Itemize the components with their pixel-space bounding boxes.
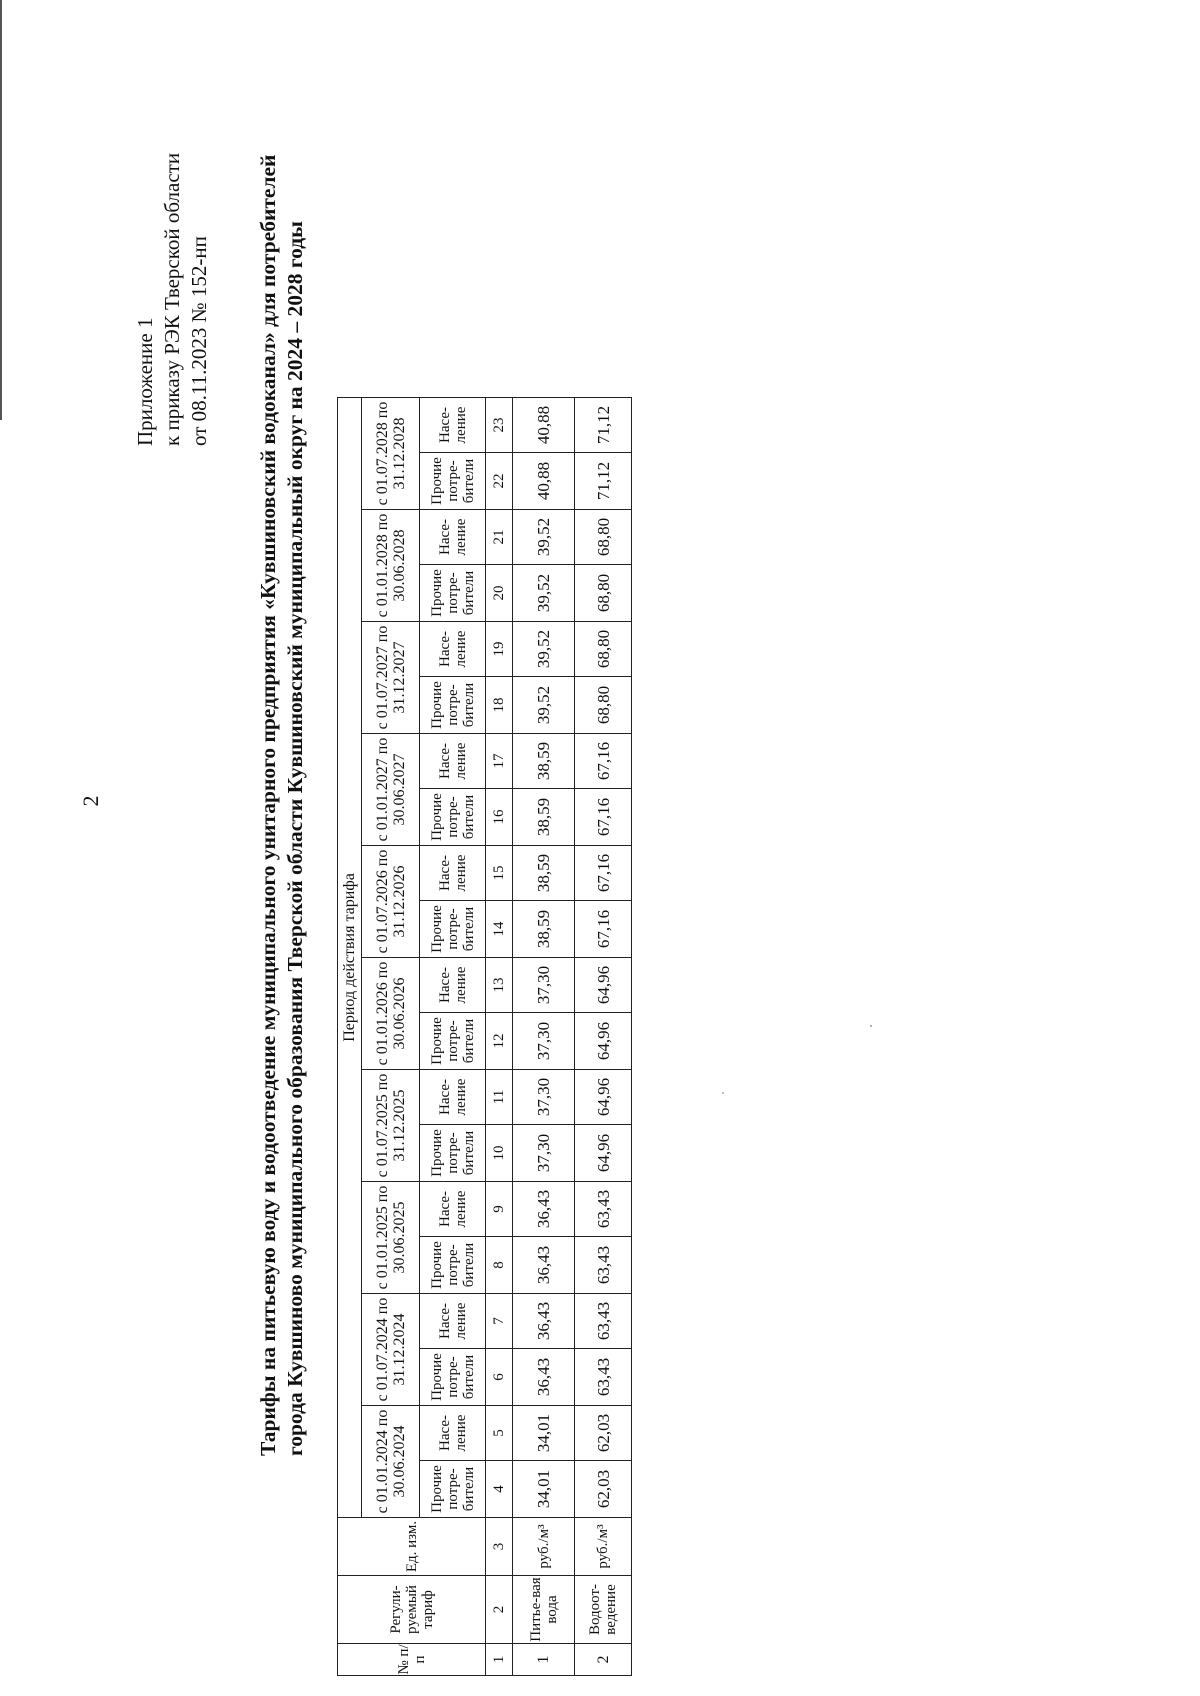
header-number-col: № п/п (338, 1644, 486, 1676)
title-line: города Кувшиново муниципального образования Тверской области Кувшиновский муниципальный округ на 2024 – 2028 годы (283, 221, 307, 1456)
tariff-value-cell: 38,59 (513, 846, 575, 901)
table-row (513, 398, 575, 1676)
header-other-consumers: Прочие потре-бители (420, 789, 486, 846)
tariff-value-cell: 39,52 (513, 565, 575, 622)
header-population: Насе-ление (420, 510, 486, 565)
row-unit: руб./м³ (575, 1518, 632, 1576)
column-number-cell: 16 (486, 789, 513, 846)
tariff-value-cell: 67,16 (575, 901, 632, 958)
tariff-value-cell: 64,96 (575, 1070, 632, 1125)
tariff-value-cell: 62,03 (575, 1406, 632, 1461)
column-number-cell: 19 (486, 622, 513, 677)
tariff-value-cell: 62,03 (575, 1461, 632, 1518)
tariff-value-cell: 63,43 (575, 1349, 632, 1406)
column-number-cell: 4 (486, 1461, 513, 1518)
column-number-cell: 21 (486, 510, 513, 565)
column-number-cell: 9 (486, 1182, 513, 1237)
header-population: Насе-ление (420, 1182, 486, 1237)
column-number-cell: 1 (486, 1644, 513, 1676)
column-number-cell: 22 (486, 453, 513, 510)
tariff-value-cell: 36,43 (513, 1182, 575, 1237)
tariff-table (337, 397, 632, 1676)
column-number-cell: 6 (486, 1349, 513, 1406)
header-other-consumers: Прочие потре-бители (420, 1125, 486, 1182)
header-other-consumers: Прочие потре-бители (420, 1237, 486, 1294)
tariff-value-cell: 64,96 (575, 958, 632, 1013)
tariff-value-cell: 63,43 (575, 1182, 632, 1237)
header-population: Насе-ление (420, 846, 486, 901)
column-number-cell: 18 (486, 677, 513, 734)
tariff-value-cell: 38,59 (513, 789, 575, 846)
document-title (255, 154, 309, 1456)
column-number-cell: 15 (486, 846, 513, 901)
header-period-cell: с 01.07.2025 по 31.12.2025 (362, 1070, 420, 1182)
tariff-value-cell: 34,01 (513, 1406, 575, 1461)
tariff-value-cell: 39,52 (513, 622, 575, 677)
tariff-value-cell: 68,80 (575, 565, 632, 622)
column-number-cell: 17 (486, 734, 513, 789)
tariff-value-cell: 67,16 (575, 789, 632, 846)
header-population: Насе-ление (420, 734, 486, 789)
page-number: 2 (78, 795, 103, 807)
appendix-line: Приложение 1 (133, 317, 157, 446)
tariff-value-cell: 37,30 (513, 1070, 575, 1125)
header-other-consumers: Прочие потре-бители (420, 1461, 486, 1518)
column-number-cell: 23 (486, 398, 513, 453)
header-tariff-col: Регули-руемый тариф (338, 1576, 486, 1644)
header-population: Насе-ление (420, 622, 486, 677)
column-number-cell: 12 (486, 1013, 513, 1070)
header-population: Насе-ление (420, 1294, 486, 1349)
column-number-cell: 5 (486, 1406, 513, 1461)
tariff-value-cell: 37,30 (513, 958, 575, 1013)
table-row (575, 398, 632, 1676)
tariff-value-cell: 67,16 (575, 846, 632, 901)
tariff-value-cell: 37,30 (513, 1125, 575, 1182)
header-other-consumers: Прочие потре-бители (420, 565, 486, 622)
tariff-value-cell: 71,12 (575, 398, 632, 453)
tariff-value-cell: 67,16 (575, 734, 632, 789)
row-tariff-name: Питье-вая вода (513, 1576, 575, 1644)
header-population: Насе-ление (420, 398, 486, 453)
tariff-value-cell: 36,43 (513, 1349, 575, 1406)
header-period-cell: с 01.01.2028 по 30.06.2028 (362, 510, 420, 622)
row-tariff-name: Водоот-ведение (575, 1576, 632, 1644)
tariff-value-cell: 36,43 (513, 1237, 575, 1294)
tariff-value-cell: 38,59 (513, 734, 575, 789)
appendix-note (132, 6, 213, 446)
tariff-value-cell: 40,88 (513, 453, 575, 510)
header-other-consumers: Прочие потре-бители (420, 453, 486, 510)
row-number: 2 (575, 1644, 632, 1676)
tariff-value-cell: 68,80 (575, 677, 632, 734)
tariff-value-cell: 71,12 (575, 453, 632, 510)
tariff-value-cell: 40,88 (513, 398, 575, 453)
header-other-consumers: Прочие потре-бители (420, 677, 486, 734)
column-number-cell: 20 (486, 565, 513, 622)
tariff-value-cell: 36,43 (513, 1294, 575, 1349)
tariff-value-cell: 63,43 (575, 1237, 632, 1294)
tariff-value-cell: 64,96 (575, 1125, 632, 1182)
appendix-line: от 08.11.2023 № 152-нп (187, 236, 211, 446)
header-other-consumers: Прочие потре-бители (420, 1013, 486, 1070)
row-unit: руб./м³ (513, 1518, 575, 1576)
tariff-value-cell: 63,43 (575, 1294, 632, 1349)
row-number: 1 (513, 1644, 575, 1676)
column-number-cell: 2 (486, 1576, 513, 1644)
tariff-value-cell: 39,52 (513, 677, 575, 734)
column-number-cell: 13 (486, 958, 513, 1013)
column-number-cell: 8 (486, 1237, 513, 1294)
header-period-cell: с 01.07.2024 по 31.12.2024 (362, 1294, 420, 1406)
tariff-value-cell: 37,30 (513, 1013, 575, 1070)
header-other-consumers: Прочие потре-бители (420, 1349, 486, 1406)
tariff-value-cell: 34,01 (513, 1461, 575, 1518)
header-period-cell: с 01.01.2026 по 30.06.2026 (362, 958, 420, 1070)
header-population: Насе-ление (420, 958, 486, 1013)
header-period: Период действия тарифа (338, 398, 362, 1518)
appendix-line: к приказу РЭК Тверской области (160, 152, 184, 446)
header-period-cell: с 01.07.2028 по 31.12.2028 (362, 398, 420, 510)
header-population: Насе-ление (420, 1406, 486, 1461)
column-number-cell: 11 (486, 1070, 513, 1125)
header-other-consumers: Прочие потре-бители (420, 901, 486, 958)
header-unit-col: Ед. изм. (338, 1518, 486, 1576)
column-number-cell: 3 (486, 1518, 513, 1576)
title-line: Тарифы на питьевую воду и водоотведение муниципального унитарного предприятия «Кувшиновский водоканал» для потребителей (256, 154, 280, 1456)
header-population: Насе-ление (420, 1070, 486, 1125)
tariff-value-cell: 39,52 (513, 510, 575, 565)
column-number-cell: 7 (486, 1294, 513, 1349)
column-number-cell: 10 (486, 1125, 513, 1182)
header-period-cell: с 01.07.2026 по 31.12.2026 (362, 846, 420, 958)
header-period-cell: с 01.07.2027 по 31.12.2027 (362, 622, 420, 734)
tariff-value-cell: 68,80 (575, 622, 632, 677)
tariff-value-cell: 38,59 (513, 901, 575, 958)
column-number-cell: 14 (486, 901, 513, 958)
header-period-cell: с 01.01.2025 по 30.06.2025 (362, 1182, 420, 1294)
tariff-value-cell: 68,80 (575, 510, 632, 565)
tariff-value-cell: 64,96 (575, 1013, 632, 1070)
header-period-cell: с 01.01.2024 по 30.06.2024 (362, 1406, 420, 1518)
header-period-cell: с 01.01.2027 по 30.06.2027 (362, 734, 420, 846)
